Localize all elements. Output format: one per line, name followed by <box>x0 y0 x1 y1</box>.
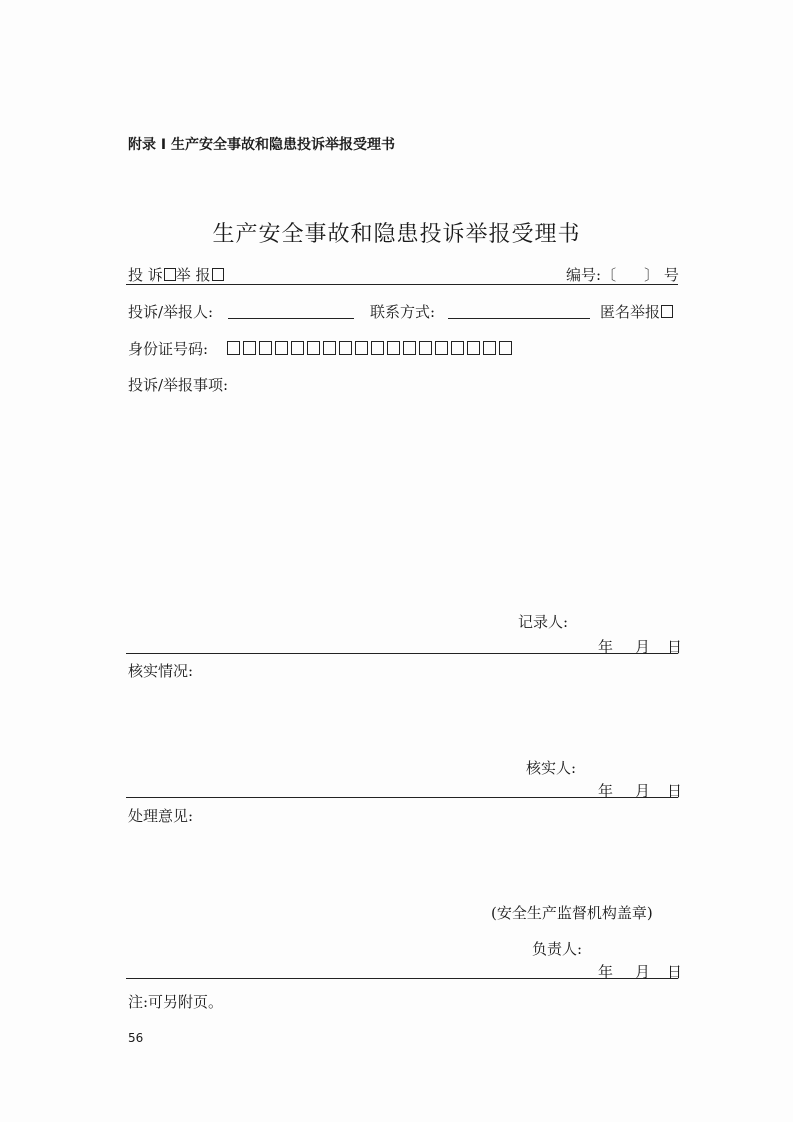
id-digit-box[interactable] <box>307 341 320 355</box>
opinion-label: 处理意见: <box>128 807 194 825</box>
id-digit-box[interactable] <box>339 341 352 355</box>
date-month: 月 <box>635 638 651 656</box>
report-checkbox[interactable] <box>212 268 224 281</box>
id-digit-box[interactable] <box>403 341 416 355</box>
section-divider <box>126 653 678 654</box>
date-day: 日 <box>667 782 683 800</box>
id-digit-box[interactable] <box>483 341 496 355</box>
responsible-label: 负责人: <box>532 940 583 958</box>
id-digit-box[interactable] <box>467 341 480 355</box>
appendix-heading: 附录 I 生产安全事故和隐患投诉举报受理书 <box>128 137 395 153</box>
number-bracket-close: 〕 <box>644 266 660 284</box>
anonymous-label: 匿名举报 <box>600 303 661 321</box>
date-month: 月 <box>635 782 651 800</box>
contact-field[interactable] <box>448 318 590 319</box>
type-row-underline <box>126 284 678 285</box>
date-year: 年 <box>598 782 614 800</box>
contact-label: 联系方式: <box>370 303 436 321</box>
number-bracket-open: 〔 <box>601 266 617 284</box>
id-number-boxes[interactable] <box>227 339 515 358</box>
date-year: 年 <box>598 638 614 656</box>
id-number-label: 身份证号码: <box>128 340 209 358</box>
number-label: 编号: <box>566 266 602 284</box>
id-digit-box[interactable] <box>259 341 272 355</box>
type-selection <box>128 264 224 285</box>
section-divider <box>126 797 678 798</box>
id-digit-box[interactable] <box>371 341 384 355</box>
complaint-checkbox[interactable] <box>164 268 176 281</box>
id-digit-box[interactable] <box>355 341 368 355</box>
verifier-label: 核实人: <box>526 759 577 777</box>
date-day: 日 <box>667 638 683 656</box>
id-digit-box[interactable] <box>419 341 432 355</box>
id-digit-box[interactable] <box>499 341 512 355</box>
section-divider <box>126 978 678 979</box>
seal-text: (安全生产监督机构盖章) <box>491 904 653 922</box>
recorder-label: 记录人: <box>518 613 569 631</box>
matter-label: 投诉/举报事项: <box>128 376 229 394</box>
id-digit-box[interactable] <box>435 341 448 355</box>
page-number: 56 <box>128 1031 144 1045</box>
note: 注:可另附页。 <box>128 993 224 1011</box>
document-number <box>566 264 679 285</box>
report-label: 举 报 <box>175 266 211 284</box>
date-year: 年 <box>598 963 614 981</box>
number-suffix: 号 <box>663 266 679 284</box>
id-digit-box[interactable] <box>275 341 288 355</box>
date-day: 日 <box>667 963 683 981</box>
verify-label: 核实情况: <box>128 662 194 680</box>
id-digit-box[interactable] <box>387 341 400 355</box>
id-digit-box[interactable] <box>291 341 304 355</box>
anonymous-checkbox[interactable] <box>661 305 673 318</box>
id-digit-box[interactable] <box>451 341 464 355</box>
reporter-field[interactable] <box>228 318 354 319</box>
id-digit-box[interactable] <box>243 341 256 355</box>
id-digit-box[interactable] <box>227 341 240 355</box>
complaint-label: 投 诉 <box>128 266 163 284</box>
date-month: 月 <box>635 963 651 981</box>
anonymous-option <box>600 301 673 322</box>
id-digit-box[interactable] <box>323 341 336 355</box>
page-title: 生产安全事故和隐患投诉举报受理书 <box>212 222 581 247</box>
reporter-label: 投诉/举报人: <box>128 303 214 321</box>
